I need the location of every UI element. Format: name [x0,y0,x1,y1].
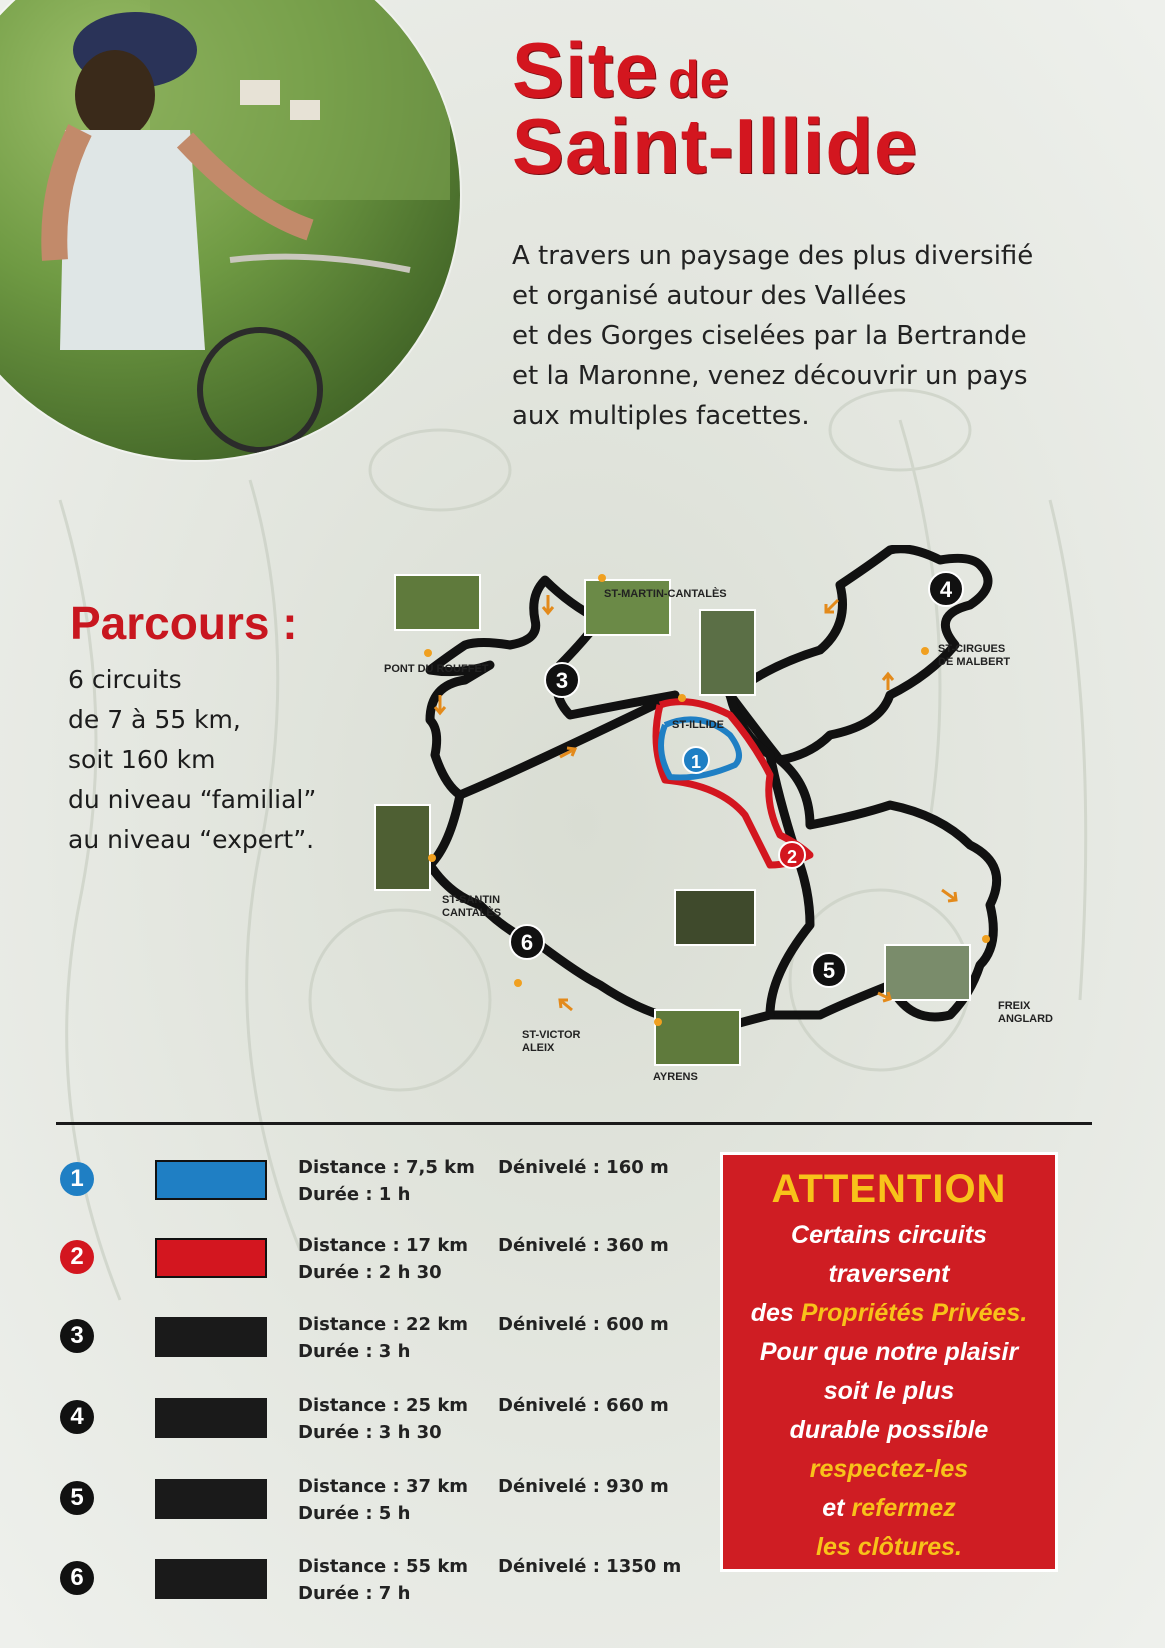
legend-row-2 [60,1236,720,1296]
circuit-distance: Distance : 22 km [298,1314,469,1335]
attention-line: Pour que notre plaisir [759,1338,1019,1366]
circuit-duree: Durée : 7 h [298,1583,411,1604]
arrow-icon [543,595,553,613]
dot-freix [982,935,990,943]
place-st-santin: ST-SANTIN [442,894,501,906]
place-st-santin-2: CANTALÈS [442,907,502,919]
intro-line: et organisé autour des Vallées [512,281,907,311]
circuit-denivele: Dénivelé : 930 m [498,1476,669,1497]
circuit-distance: Distance : 55 km [298,1556,469,1577]
circuit-1-swatch [155,1160,267,1200]
attention-highlight: Propriétés Privées. [800,1299,1028,1327]
legend-row-5 [60,1477,720,1537]
dot-st-santin [428,854,436,862]
section-divider [56,1122,1092,1125]
dot-ayrens [654,1018,662,1026]
attention-line: et [822,1494,852,1522]
circuit-distance: Distance : 37 km [298,1476,469,1497]
circuit-denivele: Dénivelé : 600 m [498,1314,669,1335]
dot-st-illide [678,694,686,702]
thumb-pont-du-rouffet [395,575,480,630]
thumb-freix-house [885,945,970,1000]
attention-heading: ATTENTION [771,1167,1007,1211]
attention-line: durable possible [789,1416,989,1444]
attention-line: des [750,1299,801,1327]
marker-4-label: 4 [939,577,953,602]
circuit-denivele: Dénivelé : 660 m [498,1395,669,1416]
intro-line: et la Maronne, venez découvrir un pays [512,361,1028,391]
circuit-1-badge: 1 [60,1162,94,1196]
attention-line: Certains circuits [791,1221,987,1249]
circuit-4-swatch [155,1398,267,1438]
place-st-cirgues: ST-CIRGUES [938,643,1006,655]
arrow-icon [883,674,893,690]
attention-highlight: les clôtures. [816,1533,962,1561]
circuits-map [370,545,1070,1110]
circuit-3-swatch [155,1317,267,1357]
place-pont-du-rouffet: PONT DU ROUFFET [384,663,489,675]
circuit-duree: Durée : 2 h 30 [298,1262,442,1283]
parcours-line: du niveau “familial” [68,785,317,814]
circuit-5-info [298,1473,669,1527]
intro-line: A travers un paysage des plus diversifié [512,241,1034,271]
circuit-denivele: Dénivelé : 160 m [498,1157,669,1178]
circuit-2-info [298,1232,669,1286]
parcours-line: au niveau “expert”. [68,825,315,854]
circuit-2-badge: 2 [60,1240,94,1274]
title-de: de [667,51,729,109]
thumb-ayrens [655,1010,740,1065]
circuit-2-swatch [155,1238,267,1278]
dot-st-victor [514,979,522,987]
arrow-icon [942,890,956,901]
circuit-distance: Distance : 17 km [298,1235,469,1256]
place-st-victor-2: ALEIX [522,1042,555,1054]
circuit-3-info [298,1311,669,1365]
circuit-6-info [298,1553,681,1607]
circuit-duree: Durée : 1 h [298,1184,411,1205]
title-saint-illide: Saint-Illide [512,102,919,191]
circuit-distance: Distance : 7,5 km [298,1157,475,1178]
marker-3-label: 3 [555,668,569,693]
attention-message [723,1216,1055,1567]
circuit-1-info [298,1154,669,1208]
circuit-5-badge: 5 [60,1481,94,1515]
circuit-distance: Distance : 25 km [298,1395,469,1416]
parcours-heading: Parcours : [70,597,298,649]
place-freix: FREIX [998,1000,1031,1012]
circuit-duree: Durée : 3 h [298,1341,411,1362]
thumb-church [700,610,755,695]
legend-row-6 [60,1557,720,1617]
thumb-forest-rider [375,805,430,890]
title-site: Site [512,26,660,114]
circuit-duree: Durée : 3 h 30 [298,1422,442,1443]
place-freix-2: ANGLARD [998,1013,1053,1025]
intro-paragraph [512,236,1152,436]
thumb-rider-5 [675,890,755,945]
circuit-3-badge: 3 [60,1319,94,1353]
legend-row-3 [60,1315,720,1375]
place-ayrens: AYRENS [653,1071,698,1083]
dot-st-cirgues [921,647,929,655]
parcours-line: de 7 à 55 km, [68,705,241,734]
legend-row-4 [60,1396,720,1456]
intro-line: et des Gorges ciselées par la Bertrande [512,321,1027,351]
place-st-martin: ST-MARTIN-CANTALÈS [604,588,727,600]
place-st-illide: ST-ILLIDE [672,719,724,731]
arrow-icon [560,1000,572,1010]
marker-5-label: 5 [822,958,836,983]
circuit-5-swatch [155,1479,267,1519]
attention-line: traversent [828,1260,950,1288]
attention-box [720,1152,1058,1572]
dot-pont-du-rouffet [424,649,432,657]
circuit-denivele: Dénivelé : 1350 m [498,1556,682,1577]
dot-st-martin [598,574,606,582]
page-title [512,26,919,191]
parcours-line: soit 160 km [68,745,216,774]
arrow-icon [826,600,838,612]
circuit-duree: Durée : 5 h [298,1503,411,1524]
place-st-victor: ST-VICTOR [522,1029,581,1041]
circuit-4-badge: 4 [60,1400,94,1434]
attention-highlight: refermez [851,1494,956,1522]
attention-line: soit le plus [823,1377,955,1405]
marker-2-label: 2 [786,847,798,867]
marker-6-label: 6 [520,930,534,955]
legend-row-1 [60,1158,720,1218]
marker-1-label: 1 [690,752,702,772]
circuit-denivele: Dénivelé : 360 m [498,1235,669,1256]
place-st-cirgues-2: DE MALBERT [938,656,1011,668]
circuit-6-badge: 6 [60,1561,94,1595]
attention-highlight: respectez-les [809,1455,969,1483]
circuit-4-info [298,1392,669,1446]
intro-line: aux multiples facettes. [512,401,810,431]
parcours-description [68,660,316,860]
parcours-line: 6 circuits [68,665,182,694]
circuit-6-swatch [155,1559,267,1599]
